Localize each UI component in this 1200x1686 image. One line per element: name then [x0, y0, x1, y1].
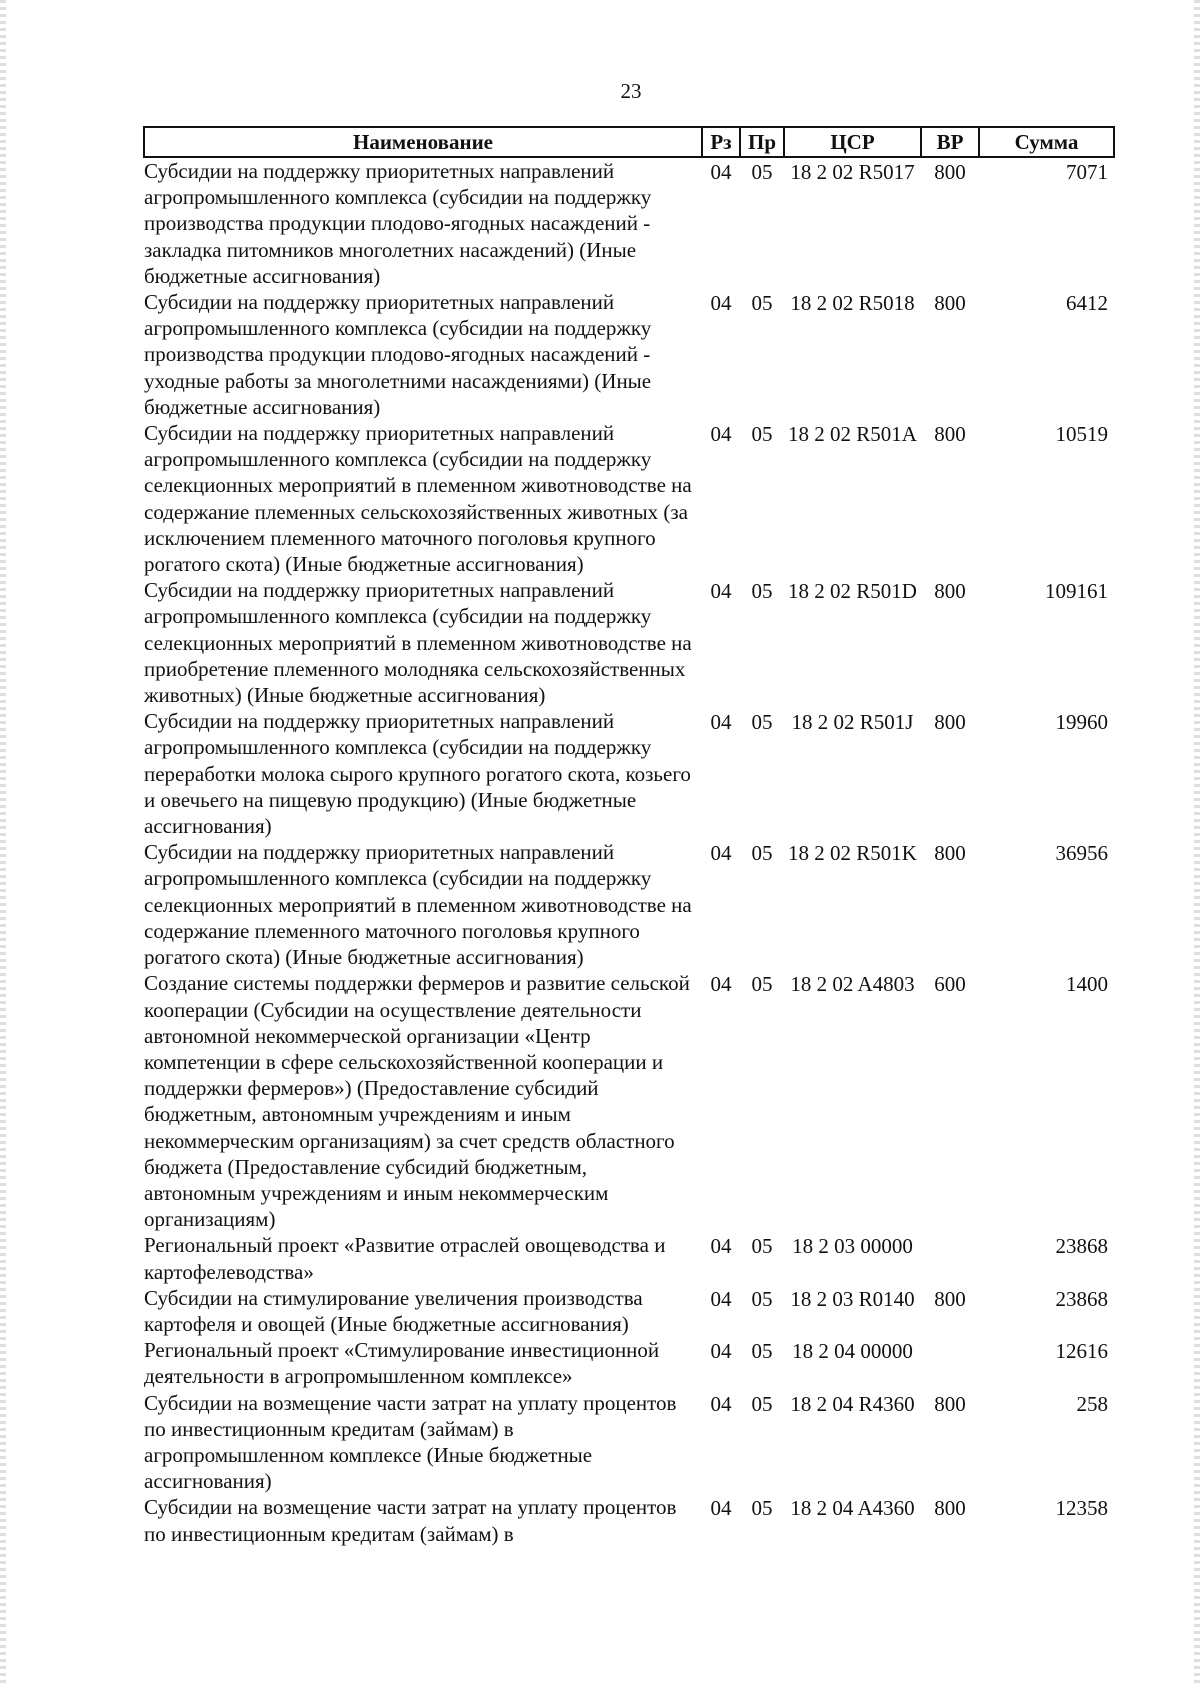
- row-sum: 36956: [1055, 841, 1108, 866]
- row-rz: 04: [710, 579, 732, 604]
- table-row: [144, 289, 1114, 420]
- row-name: Субсидии на поддержку приоритетных направлений агропромышленного комплекса (субсидии на поддержку переработки молока сырого крупного рогатого скота, козьего и овечьего на пищевую продукцию) (Иные бюджетные ассигнования): [144, 709, 691, 839]
- row-sum: 19960: [1055, 710, 1108, 735]
- row-sum: 12616: [1055, 1339, 1108, 1364]
- row-csr: 18 2 04 00000: [792, 1339, 913, 1364]
- row-csr: 18 2 04 A4360: [790, 1496, 915, 1521]
- row-csr: 18 2 02 R501A: [788, 422, 917, 447]
- row-vr: 800: [934, 1286, 966, 1311]
- row-csr: 18 2 02 A4803: [790, 972, 915, 997]
- row-pr: 05: [751, 160, 773, 184]
- row-vr: 800: [934, 710, 966, 735]
- row-vr: 800: [934, 1391, 966, 1416]
- row-name: Субсидии на поддержку приоритетных направлений агропромышленного комплекса (субсидии на поддержку производства продукции плодово-ягодных насаждений - уходные работы за многолетними насаждениями) (Иные бюджетные ассигнования): [144, 290, 652, 419]
- row-pr: 05: [751, 1391, 773, 1416]
- table-row: [144, 1494, 1114, 1546]
- row-vr: 800: [934, 160, 966, 184]
- row-vr: 800: [934, 291, 966, 316]
- row-rz: 04: [710, 1339, 732, 1364]
- row-sum: 258: [1076, 1391, 1108, 1416]
- row-name: Субсидии на поддержку приоритетных направлений агропромышленного комплекса (субсидии на поддержку селекционных мероприятий в племенном животноводстве на содержание племенных сельскохозяйственных животных (за исключением племенного маточного поголовья крупного рогатого скота) (Иные бюджетные ассигнования): [144, 421, 692, 577]
- row-sum: 23868: [1055, 1234, 1108, 1259]
- row-pr: 05: [751, 579, 773, 604]
- header-vr: ВР: [921, 127, 979, 157]
- row-csr: 18 2 02 R5018: [790, 291, 915, 316]
- row-pr: 05: [751, 1234, 773, 1259]
- row-name: Региональный проект «Стимулирование инвестиционной деятельности в агропромышленном комплексе»: [144, 1338, 660, 1389]
- scan-edge-left: [0, 0, 6, 1686]
- table-row: [144, 1390, 1114, 1495]
- row-vr: 800: [934, 422, 966, 447]
- row-rz: 04: [710, 972, 732, 997]
- row-name: Субсидии на стимулирование увеличения производства картофеля и овощей (Иные бюджетные ассигнования): [144, 1285, 643, 1336]
- header-csr: ЦСР: [784, 127, 921, 157]
- row-name: Субсидии на поддержку приоритетных направлений агропромышленного комплекса (субсидии на поддержку селекционных мероприятий в племенном животноводстве на приобретение племенного молодняка сельскохозяйственных животных) (Иные бюджетные ассигнования): [144, 578, 692, 708]
- row-pr: 05: [751, 1496, 773, 1521]
- budget-table: [143, 126, 1115, 1547]
- row-sum: 10519: [1055, 422, 1108, 447]
- row-vr: [921, 1232, 979, 1284]
- row-name: Субсидии на поддержку приоритетных направлений агропромышленного комплекса (субсидии на поддержку производства продукции плодово-ягодных насаждений - закладка питомников многолетних насаждений) (Иные бюджетные ассигнования): [144, 159, 652, 288]
- row-vr: [921, 1337, 979, 1389]
- header-name: Наименование: [144, 127, 702, 157]
- header-rz: Рз: [702, 127, 740, 157]
- row-vr: 800: [934, 841, 966, 866]
- table-row: [144, 839, 1114, 970]
- row-vr: 800: [934, 579, 966, 604]
- row-sum: 109161: [1045, 579, 1108, 604]
- table-row: [144, 1232, 1114, 1284]
- table-row: [144, 970, 1114, 1232]
- row-csr: 18 2 02 R501K: [788, 841, 917, 866]
- row-pr: 05: [751, 291, 773, 316]
- table-body: [144, 157, 1114, 1547]
- row-csr: 18 2 02 R501D: [788, 579, 917, 604]
- row-sum: 12358: [1055, 1496, 1108, 1521]
- row-vr: 800: [934, 1496, 966, 1521]
- row-rz: 04: [710, 291, 732, 316]
- row-rz: 04: [710, 710, 732, 735]
- row-rz: 04: [710, 1286, 732, 1311]
- row-rz: 04: [710, 1496, 732, 1521]
- row-name: Субсидии на возмещение части затрат на уплату процентов по инвестиционным кредитам (займам) в агропромышленном комплексе (Иные бюджетные ассигнования): [144, 1390, 677, 1494]
- row-pr: 05: [751, 841, 773, 866]
- header-pr: Пр: [740, 127, 784, 157]
- row-csr: 18 2 04 R4360: [790, 1391, 915, 1416]
- row-csr: 18 2 02 R5017: [790, 160, 915, 184]
- row-csr: 18 2 03 R0140: [790, 1286, 915, 1311]
- row-rz: 04: [710, 1391, 732, 1416]
- table-row: [144, 577, 1114, 708]
- row-sum: 6412: [1066, 291, 1108, 316]
- row-rz: 04: [710, 841, 732, 866]
- table-row: [144, 157, 1114, 289]
- row-pr: 05: [751, 422, 773, 447]
- row-sum: 7071: [1066, 160, 1108, 184]
- row-sum: 1400: [1066, 972, 1108, 997]
- row-csr: 18 2 03 00000: [792, 1234, 913, 1259]
- table-header: [144, 127, 1114, 157]
- row-name: Региональный проект «Развитие отраслей овощеводства и картофелеводства»: [144, 1233, 666, 1284]
- page-number: 23: [620, 79, 642, 103]
- scan-edge-right: [1194, 0, 1200, 1686]
- table-row: [144, 420, 1114, 577]
- row-pr: 05: [751, 972, 773, 997]
- table-row: [144, 708, 1114, 839]
- row-csr: 18 2 02 R501J: [791, 710, 914, 735]
- row-rz: 04: [710, 422, 732, 447]
- table-row: [144, 1285, 1114, 1337]
- header-sum: Сумма: [979, 127, 1114, 157]
- table-header-row: [144, 127, 1114, 157]
- row-rz: 04: [710, 160, 732, 184]
- row-sum: 23868: [1055, 1286, 1108, 1311]
- table-row: [144, 1337, 1114, 1389]
- row-name: Создание системы поддержки фермеров и развитие сельской кооперации (Субсидии на осуществление деятельности автономной некоммерческой организации «Центр компетенции в сфере сельскохозяйственной кооперации и поддержки фермеров») (Предоставление субсидий бюджетным, автономным учреждениям и иным некоммерческим организациям) за счет средств областного бюджета (Предоставление субсидий бюджетным, автономным учреждениям и иным некоммерческим организациям): [144, 971, 690, 1232]
- row-name: Субсидии на поддержку приоритетных направлений агропромышленного комплекса (субсидии на поддержку селекционных мероприятий в племенном животноводстве на содержание племенного маточного поголовья крупного рогатого скота) (Иные бюджетные ассигнования): [144, 840, 692, 970]
- row-pr: 05: [751, 710, 773, 735]
- row-pr: 05: [751, 1286, 773, 1311]
- row-pr: 05: [751, 1339, 773, 1364]
- row-rz: 04: [710, 1234, 732, 1259]
- row-vr: 600: [934, 972, 966, 997]
- row-name: Субсидии на возмещение части затрат на уплату процентов по инвестиционным кредитам (займам) в: [144, 1495, 677, 1546]
